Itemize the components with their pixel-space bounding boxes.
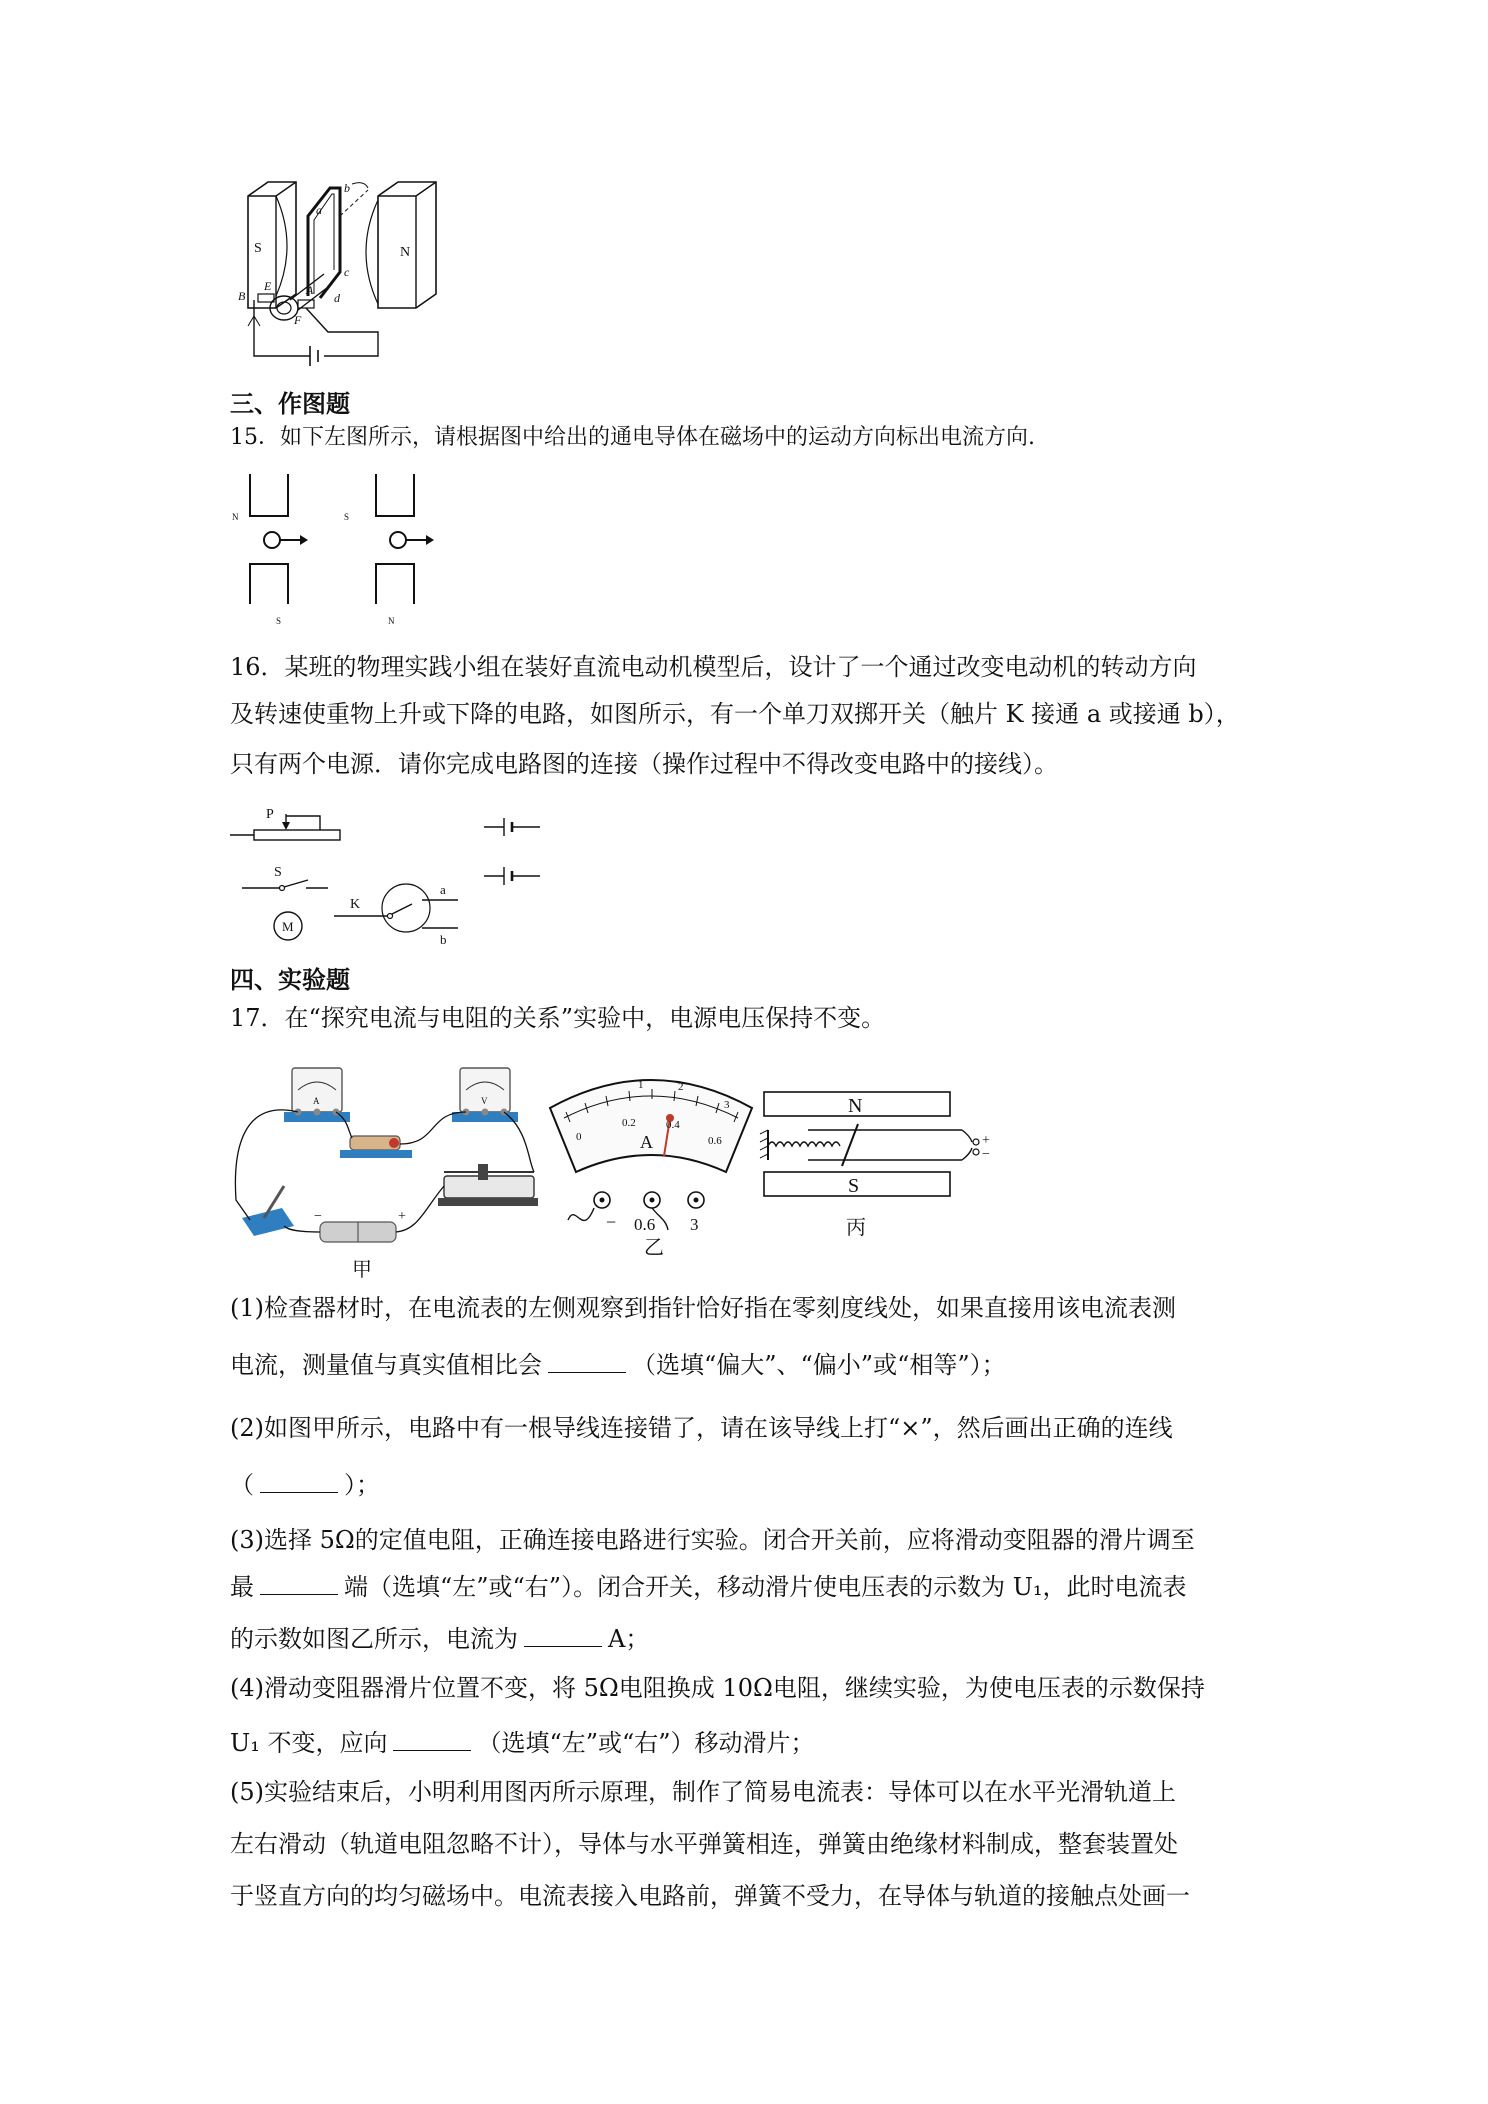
fig14-label-aa: A <box>306 283 314 297</box>
dial-tick-upper-2: 2 <box>678 1081 684 1093</box>
dial-tick-0: 0 <box>576 1131 582 1143</box>
magnetic-field-figure <box>228 472 440 632</box>
q17-part3-post: 端（选填“左”或“右”）。闭合开关，移动滑片使电压表的示数为 U₁，此时电流表 <box>344 1573 1187 1601</box>
question-15-text: 15．如下左图所示，请根据图中给出的通电导体在磁场中的运动方向标出电流方向. <box>230 425 1035 450</box>
q17-part5-line3: 于竖直方向的均匀磁场中。电流表接入电路前，弹簧不受力，在导体与轨道的接触点处画一 <box>230 1882 1190 1910</box>
q17-part5-line1: (5)实验结束后，小明利用图丙所示原理，制作了简易电流表：导体可以在水平光滑轨道上 <box>230 1778 1176 1806</box>
battery-plus: + <box>398 1209 406 1224</box>
q17-part2-post: ）； <box>344 1471 380 1499</box>
spdt-a-label: a <box>440 882 446 897</box>
fig14-label-b: b <box>344 181 350 195</box>
q17-part3c-pre: 的示数如图乙所示，电流为 <box>230 1625 518 1653</box>
q17-part1-post: （选填“偏大”、“偏小”或“相等”）； <box>632 1351 1006 1379</box>
dial-tick-0-4: 0.4 <box>666 1119 680 1131</box>
voltmeter-label: V <box>481 1096 488 1106</box>
rail-minus: − <box>982 1147 990 1162</box>
q17-part1-line2 <box>230 1350 1006 1377</box>
answer-blank-5[interactable] <box>393 1728 471 1751</box>
dial-tick-upper-3: 3 <box>724 1099 730 1111</box>
q17-part4-post: （选填“左”或“右”）移动滑片； <box>477 1729 815 1757</box>
fig14-label-bb: B <box>238 289 246 303</box>
q17-part3-line2 <box>230 1572 1187 1599</box>
figure-bing-label: 丙 <box>846 1217 866 1239</box>
q15-left-bottom-label: S <box>276 616 282 626</box>
answer-blank-3[interactable] <box>260 1572 338 1595</box>
dial-center-label: A <box>640 1132 653 1152</box>
answer-blank-4[interactable] <box>524 1624 602 1647</box>
q17-part5-line2: 左右滑动（轨道电阻忽略不计），导体与水平弹簧相连，弹簧由绝缘材料制成，整套装置处 <box>230 1830 1178 1858</box>
terminal-3: 3 <box>690 1215 699 1234</box>
terminal-0-6: 0.6 <box>634 1215 656 1234</box>
q17-part3-line1: (3)选择 5Ω的定值电阻，正确连接电路进行实验。闭合开关前，应将滑动变阻器的滑片调至 <box>230 1526 1195 1554</box>
switch-s-label: S <box>274 865 282 880</box>
q17-part4-line1: (4)滑动变阻器滑片位置不变，将 5Ω电阻换成 10Ω电阻，继续实验，为使电压表的示数保持 <box>230 1674 1205 1702</box>
q15-right-bottom-label: N <box>388 616 395 626</box>
rheostat-p-label: P <box>266 807 274 822</box>
fig14-label-d: d <box>334 291 340 305</box>
q17-part3-pre: 最 <box>230 1573 254 1601</box>
section-4-title: 四、实验题 <box>230 966 350 994</box>
fig14-label-a: a <box>316 203 322 217</box>
section-3-title: 三、作图题 <box>230 390 350 418</box>
q17-part1-line1: (1)检查器材时，在电流表的左侧观察到指针恰好指在零刻度线处，如果直接用该电流表测 <box>230 1294 1176 1322</box>
q17-part4-pre: U₁ 不变，应向 <box>230 1729 388 1757</box>
q17-part2-line1: (2)如图甲所示，电路中有一根导线连接错了，请在该导线上打“×”，然后画出正确的连线 <box>230 1414 1173 1442</box>
q15-left-top-label: N <box>232 512 239 522</box>
q17-part2-line2 <box>230 1470 380 1497</box>
answer-blank-2[interactable] <box>260 1470 338 1493</box>
spdt-b-label: b <box>440 932 447 947</box>
fig14-label-e: E <box>264 279 272 293</box>
q17-part4-line2 <box>230 1728 815 1755</box>
q15-right-top-label: S <box>344 512 350 522</box>
answer-blank-1[interactable] <box>548 1350 626 1373</box>
fig14-label-s: S <box>254 241 262 256</box>
spdt-k-label: K <box>350 897 361 912</box>
figure-jia-label: 甲 <box>352 1259 372 1280</box>
magnet-s-label: S <box>848 1175 860 1197</box>
motor-model-figure <box>228 176 468 366</box>
q17-part3c-post: A； <box>608 1625 650 1653</box>
question-16-line-1: 16．某班的物理实践小组在装好直流电动机模型后，设计了一个通过改变电动机的转动方向 <box>230 653 1197 681</box>
rail-plus: + <box>982 1133 990 1148</box>
ammeter-dial-figure <box>542 1068 760 1258</box>
question-16-line-3: 只有两个电源．请你完成电路图的连接（操作过程中不得改变电路中的接线）。 <box>230 750 1058 778</box>
circuit-components-figure <box>228 800 552 950</box>
q17-part1-pre: 电流，测量值与真实值相比会 <box>230 1351 542 1379</box>
fig14-label-n: N <box>400 245 411 260</box>
magnet-n-label: N <box>848 1095 863 1117</box>
ammeter-label: A <box>313 1096 320 1106</box>
fig14-label-f: F <box>294 313 302 327</box>
magnetic-rail-figure <box>756 1090 1006 1250</box>
dial-tick-0-2: 0.2 <box>622 1117 636 1129</box>
battery-minus: − <box>314 1209 322 1224</box>
question-17-intro: 17．在“探究电流与电阻的关系”实验中，电源电压保持不变。 <box>230 1004 886 1032</box>
experiment-circuit-figure <box>228 1060 548 1280</box>
terminal-minus: − <box>606 1212 617 1232</box>
question-16-line-2: 及转速使重物上升或下降的电路，如图所示，有一个单刀双掷开关（触片 K 接通 a 或接通 b）， <box>230 700 1240 728</box>
figure-yi-label: 乙 <box>644 1237 664 1258</box>
dial-tick-upper-1: 1 <box>638 1079 644 1091</box>
motor-label: M <box>282 919 294 934</box>
fig14-label-c: c <box>344 265 350 279</box>
q17-part2-pre: （ <box>230 1471 254 1499</box>
dial-tick-0-6: 0.6 <box>708 1135 722 1147</box>
q17-part3-line3 <box>230 1624 649 1651</box>
